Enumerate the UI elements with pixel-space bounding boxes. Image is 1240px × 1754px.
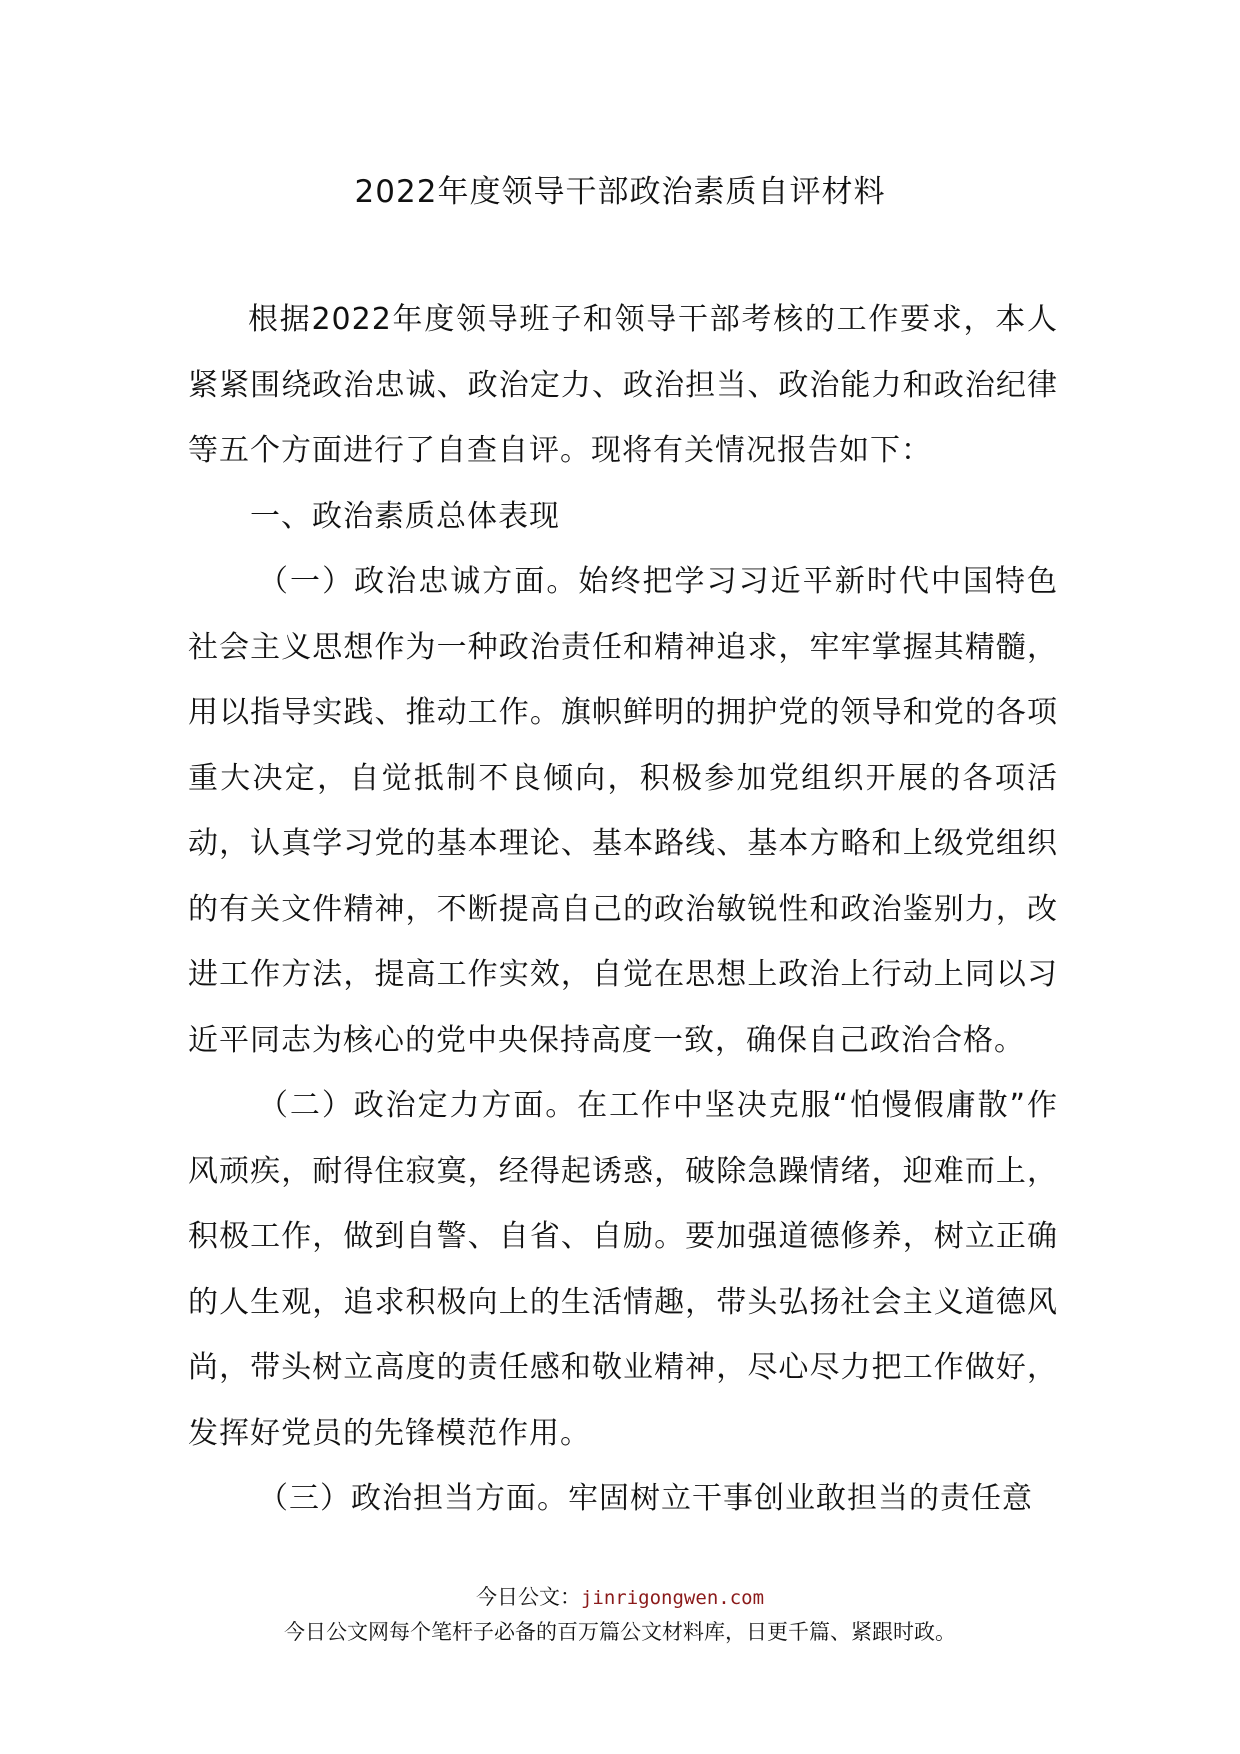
footer-site-link[interactable]: jinrigongwen.com bbox=[580, 1587, 765, 1609]
document-body bbox=[188, 287, 1058, 1532]
paragraph-political-loyalty: （一）政治忠诚方面。始终把学习习近平新时代中国特色社会主义思想作为一种政治责任和精神追求，牢牢掌握其精髓，用以指导实践、推动工作。旗帜鲜明的拥护党的领导和党的各项重大决定，自觉抵制不良倾向，积极参加党组织开展的各项活动，认真学习党的基本理论、基本路线、基本方略和上级党组织的有关文件精神，不断提高自己的政治敏锐性和政治鉴别力，改进工作方法，提高工作实效，自觉在思想上政治上行动上同以习近平同志为核心的党中央保持高度一致，确保自己政治合格。 bbox=[188, 564, 1058, 1058]
footer-site-label: 今日公文： bbox=[475, 1585, 581, 1609]
paragraph-political-resolve: （二）政治定力方面。在工作中坚决克服“怕慢假庸散”作风顽疾，耐得住寂寞，经得起诱惑，破除急躁情绪，迎难而上，积极工作，做到自警、自省、自励。要加强道德修养，树立正确的人生观，追求积极向上的生活情趣，带头弘扬社会主义道德风尚，带头树立高度的责任感和敬业精神，尽心尽力把工作做好，发挥好党员的先锋模范作用。 bbox=[188, 1088, 1058, 1451]
section-heading: 一、政治素质总体表现 bbox=[250, 498, 560, 534]
footer-site-line bbox=[0, 1580, 1240, 1615]
intro-paragraph: 根据2022年度领导班子和领导干部考核的工作要求，本人紧紧围绕政治忠诚、政治定力、政治担当、政治能力和政治纪律等五个方面进行了自查自评。现将有关情况报告如下： bbox=[188, 302, 1058, 468]
paragraph-political-responsibility: （三）政治担当方面。牢固树立干事创业敢担当的责任意 bbox=[258, 1481, 1033, 1516]
document-title: 2022年度领导干部政治素质自评材料 bbox=[354, 174, 886, 210]
page-footer bbox=[0, 1580, 1240, 1649]
footer-slogan: 今日公文网每个笔杆子必备的百万篇公文材料库，日更千篇、紧跟时政。 bbox=[284, 1620, 956, 1644]
